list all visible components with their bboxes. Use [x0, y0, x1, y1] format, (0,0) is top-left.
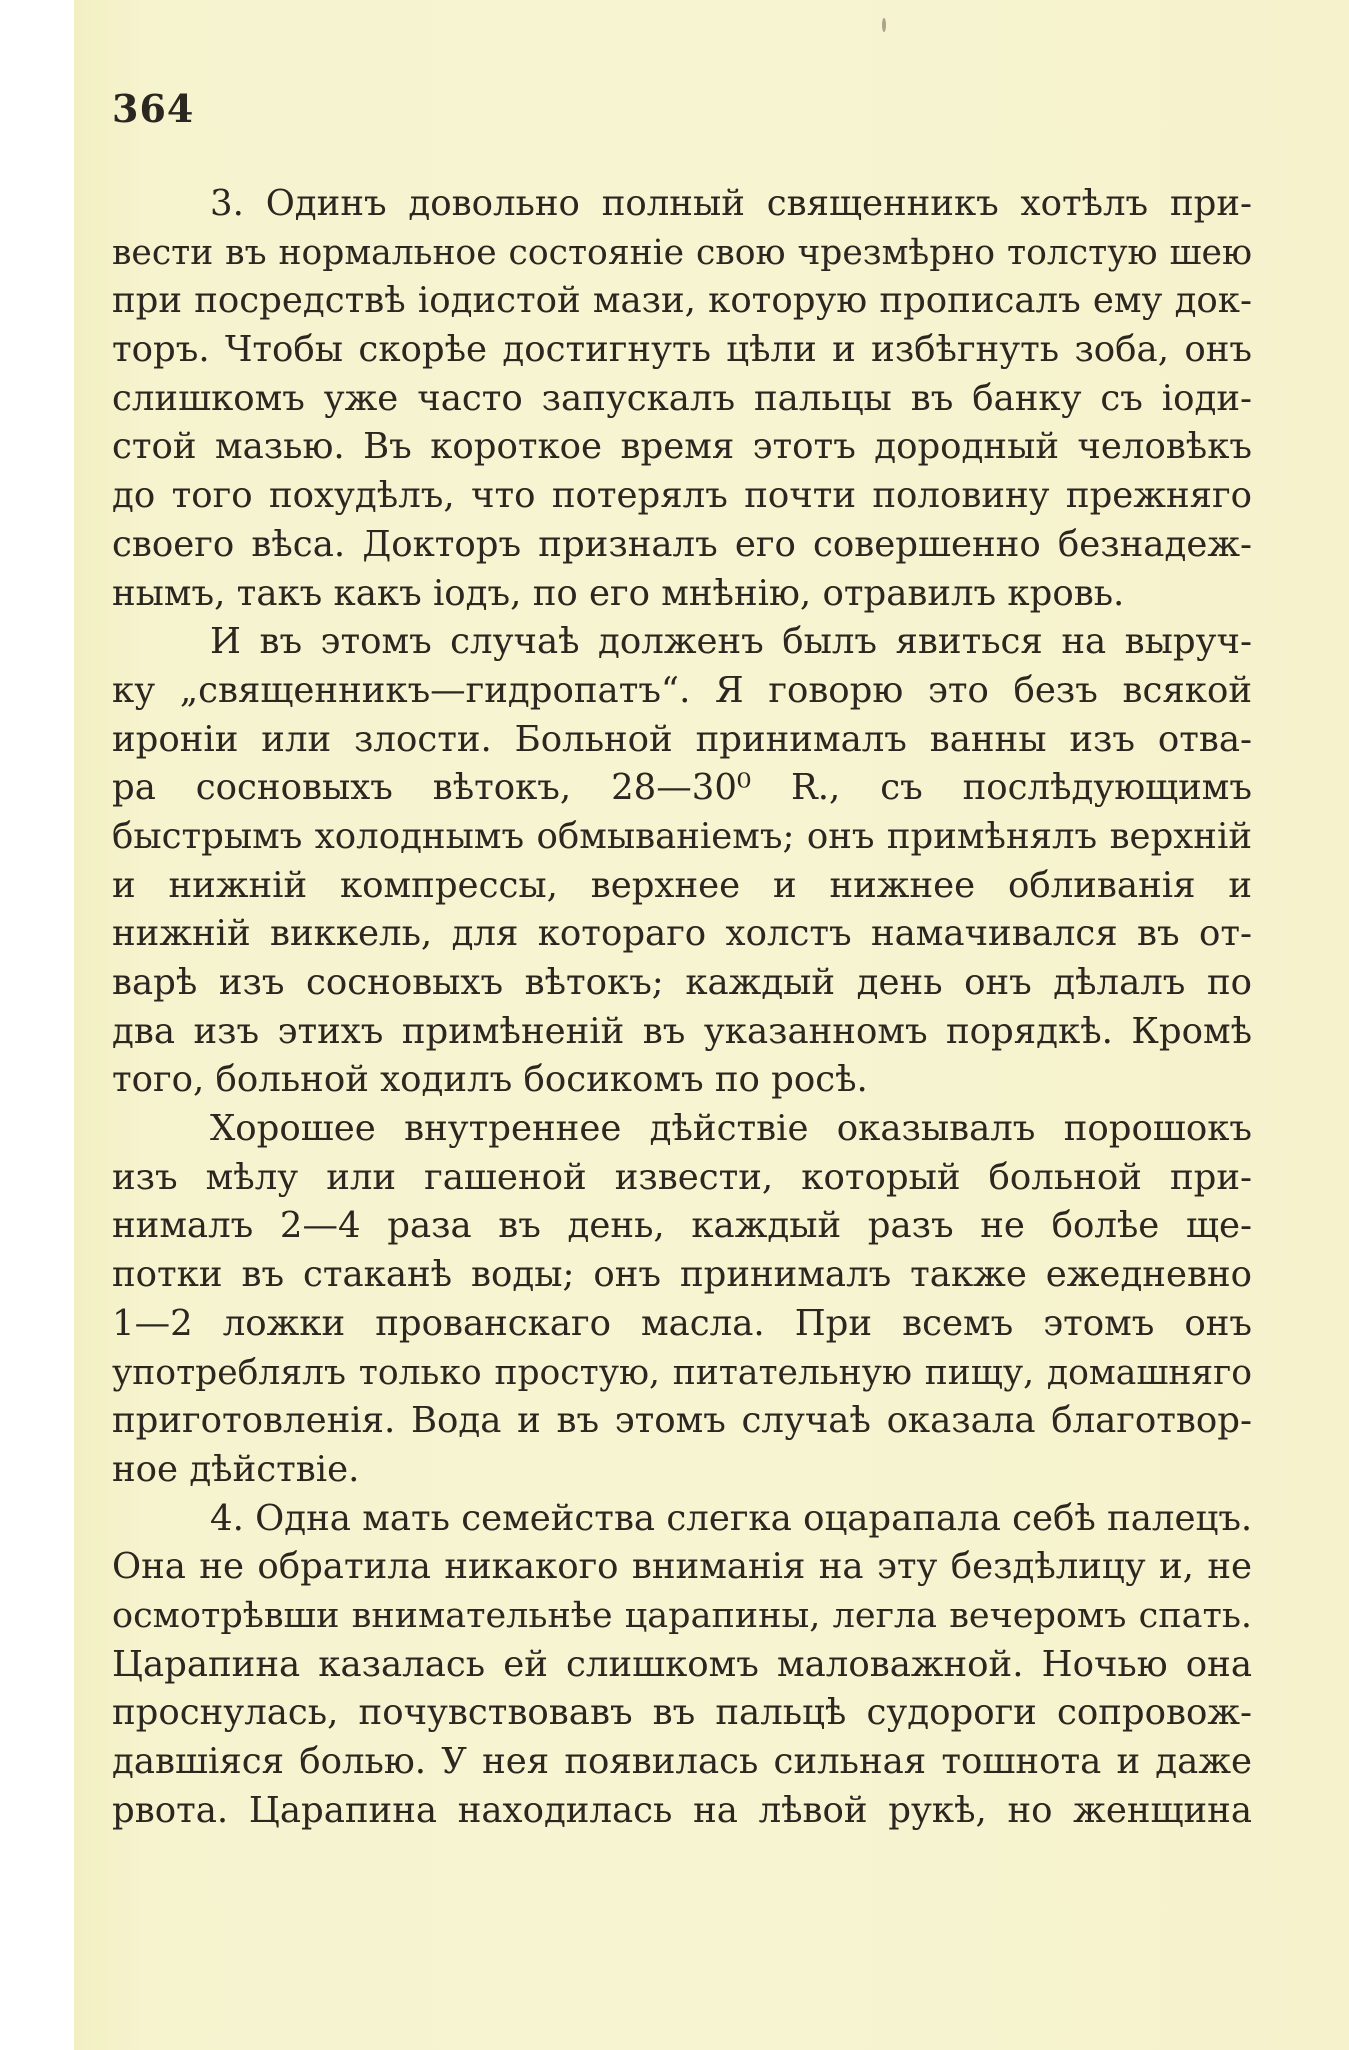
text-line: вести въ нормальное состояніе свою чрезмѣрно толстую шею [112, 232, 1252, 273]
text-line: торъ. Чтобы скорѣе достигнуть цѣли и избѣгнуть зоба, онъ [112, 329, 1252, 371]
text-line: ку „священникъ—гидропатъ“. Я говорю это безъ всякой [112, 669, 1252, 711]
text-line: употреблялъ только простую, питательную пищу, домашняго [112, 1352, 1252, 1393]
text-line: 1—2 ложки прованскаго масла. При всемъ этомъ онъ [112, 1302, 1252, 1344]
text-line: нималъ 2—4 раза въ день, каждый разъ не болѣе ще- [112, 1205, 1252, 1247]
text-line: осмотрѣвши внимательнѣе царапины, легла вечеромъ спать. [112, 1595, 1252, 1636]
page-number: 364 [112, 86, 195, 131]
text-line: приготовленія. Вода и въ этомъ случаѣ оказала благотвор- [112, 1400, 1252, 1442]
text-line: нымъ, такъ какъ іодъ, по его мнѣнію, отравилъ кровь. [112, 572, 1125, 614]
text-line: стой мазью. Въ короткое время этотъ дородный человѣкъ [112, 426, 1252, 468]
ink-speck [882, 18, 886, 32]
text-line: ное дѣйствіе. [112, 1448, 360, 1490]
text-line: 3. Одинъ довольно полный священникъ хотѣлъ при- [210, 183, 1252, 224]
text-line: 4. Одна мать семейства слегка оцарапала себѣ палецъ. [210, 1497, 1253, 1539]
paragraph-4 [112, 1495, 1252, 1836]
paragraph-1 [112, 180, 1252, 618]
text-line: своего вѣса. Докторъ призналъ его совершенно безнадеж- [112, 523, 1252, 565]
text-line: потки въ стаканѣ воды; онъ принималъ также ежедневно [112, 1254, 1252, 1296]
text-line: Она не обратила никакого вниманія на эту бездѣлицу и, не [112, 1546, 1252, 1588]
text-line: того, больной ходилъ босикомъ по росѣ. [112, 1059, 868, 1101]
text-line: нижній виккель, для котораго холстъ намачивался въ от- [112, 913, 1252, 955]
text-line: при посредствѣ іодистой мази, которую прописалъ ему док- [112, 280, 1252, 322]
text-line: И въ этомъ случаѣ долженъ былъ явиться на выруч- [210, 621, 1252, 663]
text-line: давшіяся болью. У нея появилась сильная тошнота и даже [112, 1741, 1252, 1782]
paragraph-2 [112, 618, 1252, 1105]
text-line: изъ мѣлу или гашеной извести, который больной при- [112, 1156, 1252, 1198]
text-line: Царапина казалась ей слишкомъ маловажной. Ночью она [112, 1643, 1252, 1685]
text-line: проснулась, почувствовавъ въ пальцѣ судороги сопровож- [112, 1692, 1252, 1734]
text-line: и нижній компрессы, верхнее и нижнее обливанія и [112, 864, 1252, 906]
paragraph-3 [112, 1105, 1252, 1495]
text-line: рвота. Царапина находилась на лѣвой рукѣ, но женщина [112, 1789, 1252, 1831]
text-line: два изъ этихъ примѣненій въ указанномъ порядкѣ. Кромѣ [112, 1010, 1252, 1052]
text-line: быстрымъ холоднымъ обмываніемъ; онъ примѣнялъ верхній [112, 815, 1252, 857]
text-line: ра сосновыхъ вѣтокъ, 28—30⁰ R., съ послѣдующимъ [112, 767, 1252, 809]
text-line: до того похудѣлъ, что потерялъ почти половину прежняго [112, 475, 1252, 517]
text-line: слишкомъ уже часто запускалъ пальцы въ банку съ іоди- [112, 377, 1252, 419]
text-line: Хорошее внутреннее дѣйствіе оказывалъ порошокъ [210, 1108, 1252, 1150]
text-line: ироніи или злости. Больной принималъ ванны изъ отва- [112, 718, 1252, 760]
body-text [112, 180, 1252, 1835]
text-line: варѣ изъ сосновыхъ вѣтокъ; каждый день онъ дѣлалъ по [112, 962, 1252, 1003]
